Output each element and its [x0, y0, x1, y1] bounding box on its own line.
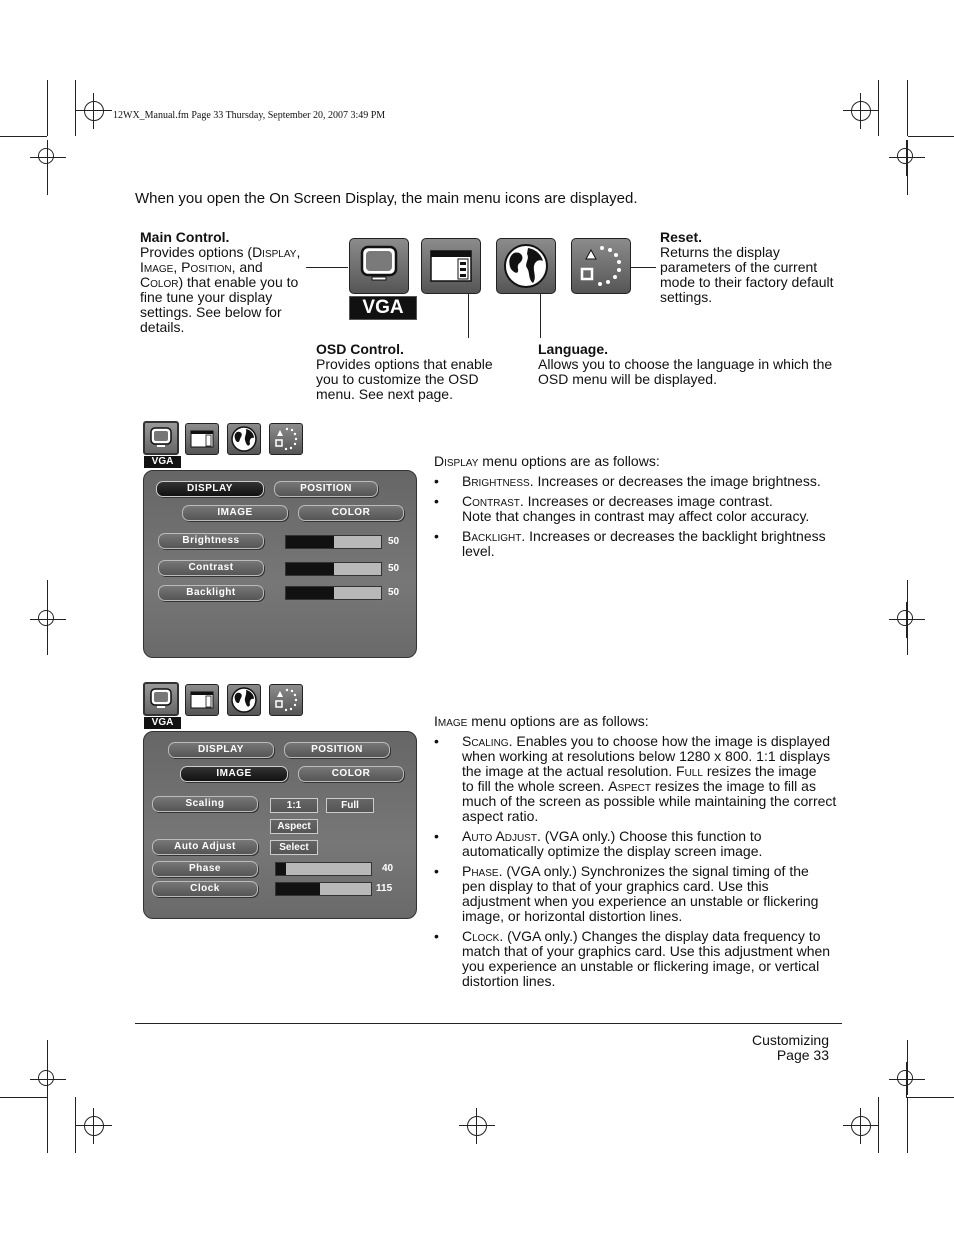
description: the image at the actual resolution. [462, 763, 677, 779]
reset-tile[interactable] [571, 238, 631, 294]
term: Scaling [462, 733, 509, 749]
term: Clock [462, 928, 500, 944]
language-tile[interactable] [496, 238, 556, 294]
language-callout [538, 342, 838, 387]
clock-slider[interactable] [275, 882, 372, 896]
auto-adjust-button[interactable]: Auto Adjust [152, 839, 258, 855]
term: Full [676, 763, 703, 779]
leader-line [468, 293, 469, 338]
page-number: Page 33 [776, 1047, 829, 1063]
tab-display[interactable]: DISPLAY [168, 742, 274, 758]
backlight-value: 50 [388, 587, 400, 598]
vga-badge: VGA [144, 717, 181, 729]
osd-menu-icon [422, 239, 480, 293]
scaling-option-1-1[interactable]: 1:1 [270, 798, 318, 813]
brightness-value: 50 [388, 536, 400, 547]
leader-line [631, 267, 656, 268]
vga-badge: VGA [144, 456, 181, 468]
language-title: Language. [538, 341, 609, 357]
term: Auto Adjust [462, 828, 537, 844]
section-lead: menu options are as follows: [467, 713, 649, 729]
description: . (VGA only.) Changes the display data frequency to [499, 928, 821, 944]
callout-text: ) that enable you to [178, 274, 299, 290]
description: adjustment when you experience an unstable or flickering [462, 893, 819, 909]
contrast-value: 50 [388, 563, 400, 574]
globe-icon [228, 685, 260, 715]
registration-mark [38, 610, 54, 626]
description: pen display to that of your graphics card. Use this [462, 878, 769, 894]
callout-text: fine tune your display [140, 289, 273, 305]
brightness-button[interactable]: Brightness [158, 533, 264, 549]
bullet: • [434, 528, 439, 544]
registration-mark [897, 610, 913, 626]
osd-control-tile[interactable] [421, 238, 481, 294]
osd-control-tile[interactable] [185, 684, 219, 716]
phase-button[interactable]: Phase [152, 861, 258, 877]
registration-mark [851, 1116, 871, 1136]
language-tile[interactable] [227, 684, 261, 716]
registration-mark [84, 101, 104, 121]
reset-icon [270, 685, 302, 715]
description: . (VGA only.) Synchronizes the signal timing of the [498, 863, 809, 879]
term: Phase [462, 863, 499, 879]
reset-callout [660, 230, 840, 305]
callout-text: Allows you to choose the language in which the [538, 356, 833, 372]
clock-value: 115 [376, 883, 393, 894]
description: much of the screen as possible while maintaining the correct [462, 793, 837, 809]
globe-icon [497, 239, 555, 293]
phase-slider[interactable] [275, 862, 372, 876]
description: level. [462, 543, 495, 559]
file-info-header: 12WX_Manual.fm Page 33 Thursday, September 20, 2007 3:49 PM [113, 110, 386, 121]
description: image, or horizontal distortion lines. [462, 908, 683, 924]
footer-section: Customizing [751, 1032, 829, 1048]
reset-tile[interactable] [269, 684, 303, 716]
list-item [434, 494, 844, 524]
osd-control-title: OSD Control. [316, 341, 404, 357]
bullet: • [434, 733, 439, 749]
list-item [434, 734, 844, 824]
term: Contrast [462, 493, 520, 509]
description: to fill the whole screen. [462, 778, 609, 794]
main-control-title: Main Control. [140, 229, 230, 245]
reset-icon [572, 239, 630, 293]
callout-text: , [173, 259, 182, 275]
intro-text: When you open the On Screen Display, the main menu icons are displayed. [135, 190, 638, 207]
callout-text: details. [140, 319, 185, 335]
main-control-tile[interactable] [143, 682, 179, 716]
registration-mark [84, 1116, 104, 1136]
list-item [434, 529, 844, 559]
slider-fill [286, 563, 334, 575]
section-lead: Image [434, 713, 468, 729]
callout-text: menu. See next page. [316, 386, 453, 402]
description: you experience an unstable or flickering image, or vertical [462, 958, 820, 974]
description: resizes the image to fill as [650, 778, 816, 794]
section-lead: Display [434, 453, 479, 469]
scaling-option-full[interactable]: Full [326, 798, 374, 813]
callout-text: Color [140, 274, 179, 290]
monitor-icon [350, 239, 408, 293]
osd-menu-icon [186, 685, 218, 715]
callout-text: Provides options that enable [316, 356, 493, 372]
callout-text: Provides options ( [140, 244, 253, 260]
language-tile[interactable] [227, 423, 261, 455]
callout-text: mode to their factory default [660, 274, 834, 290]
vga-badge: VGA [349, 296, 417, 320]
registration-mark [467, 1116, 487, 1136]
main-control-tile[interactable] [349, 238, 409, 294]
list-item [434, 829, 844, 859]
term: Backlight [462, 528, 522, 544]
callout-text: settings. See below for [140, 304, 282, 320]
description: . (VGA only.) Choose this function to [536, 828, 762, 844]
backlight-button[interactable]: Backlight [158, 585, 264, 601]
display-options-section [434, 454, 844, 559]
term: Brightness [462, 473, 530, 489]
description: when working at resolutions below 1280 x 800. 1:1 displays [462, 748, 831, 764]
slider-fill [276, 883, 320, 895]
main-control-tile[interactable] [143, 421, 179, 455]
scaling-button[interactable]: Scaling [152, 796, 258, 812]
tab-display[interactable]: DISPLAY [156, 481, 264, 497]
callout-text: parameters of the current [660, 259, 818, 275]
main-control-callout [140, 230, 310, 335]
callout-text: , and [231, 259, 263, 275]
clock-button[interactable]: Clock [152, 881, 258, 897]
tab-position[interactable]: POSITION [274, 481, 378, 497]
leader-line [306, 267, 348, 268]
footer-rule [135, 1023, 842, 1024]
callout-text: Display [252, 244, 297, 260]
monitor-icon [145, 423, 177, 453]
slider-fill [276, 863, 286, 875]
monitor-icon [145, 684, 177, 714]
auto-adjust-select-button[interactable]: Select [270, 840, 318, 855]
registration-mark [38, 148, 54, 164]
bullet: • [434, 863, 439, 879]
leader-line [540, 293, 541, 338]
description: aspect ratio. [462, 808, 539, 824]
description: Note that changes in contrast may affect color accuracy. [462, 508, 810, 524]
callout-text: Position [181, 259, 232, 275]
tab-color[interactable]: COLOR [298, 505, 404, 521]
callout-text: settings. [660, 289, 713, 305]
globe-icon [228, 424, 260, 454]
bullet: • [434, 828, 439, 844]
bullet: • [434, 473, 439, 489]
brightness-slider[interactable] [285, 535, 382, 549]
phase-value: 40 [382, 863, 394, 874]
term: Aspect [608, 778, 651, 794]
tab-image[interactable]: IMAGE [180, 766, 288, 782]
description: . Increases or decreases the backlight brightness [521, 528, 826, 544]
osd-menu-icon [186, 424, 218, 454]
list-item [434, 474, 844, 489]
description: resizes the image [702, 763, 817, 779]
contrast-button[interactable]: Contrast [158, 560, 264, 576]
registration-mark [38, 1070, 54, 1086]
tab-color[interactable]: COLOR [298, 766, 404, 782]
description: distortion lines. [462, 973, 556, 989]
section-lead: menu options are as follows: [478, 453, 660, 469]
scaling-option-aspect[interactable]: Aspect [270, 819, 318, 834]
list-item [434, 864, 844, 924]
reset-title: Reset. [660, 229, 703, 245]
registration-mark [897, 148, 913, 164]
slider-fill [286, 587, 334, 599]
tab-position[interactable]: POSITION [284, 742, 390, 758]
reset-icon [270, 424, 302, 454]
callout-text: Image [140, 259, 174, 275]
description: . Enables you to choose how the image is displayed [508, 733, 830, 749]
osd-control-callout [316, 342, 516, 402]
backlight-slider[interactable] [285, 586, 382, 600]
tab-image[interactable]: IMAGE [182, 505, 288, 521]
image-options-section [434, 714, 844, 989]
footer [640, 1033, 829, 1063]
registration-mark [851, 101, 871, 121]
description: . Increases or decreases image contrast. [519, 493, 773, 509]
registration-mark [897, 1070, 913, 1086]
callout-text: OSD menu will be displayed. [538, 371, 717, 387]
bullet: • [434, 928, 439, 944]
reset-tile[interactable] [269, 423, 303, 455]
description: automatically optimize the display screen image. [462, 843, 763, 859]
list-item [434, 929, 844, 989]
description: match that of your graphics card. Use this adjustment when [462, 943, 831, 959]
image-osd-panel [143, 731, 417, 919]
bullet: • [434, 493, 439, 509]
callout-text: , [296, 244, 301, 260]
callout-text: Returns the display [660, 244, 780, 260]
callout-text: you to customize the OSD [316, 371, 479, 387]
display-osd-panel [143, 470, 417, 658]
description: . Increases or decreases the image brightness. [529, 473, 821, 489]
osd-control-tile[interactable] [185, 423, 219, 455]
slider-fill [286, 536, 334, 548]
contrast-slider[interactable] [285, 562, 382, 576]
